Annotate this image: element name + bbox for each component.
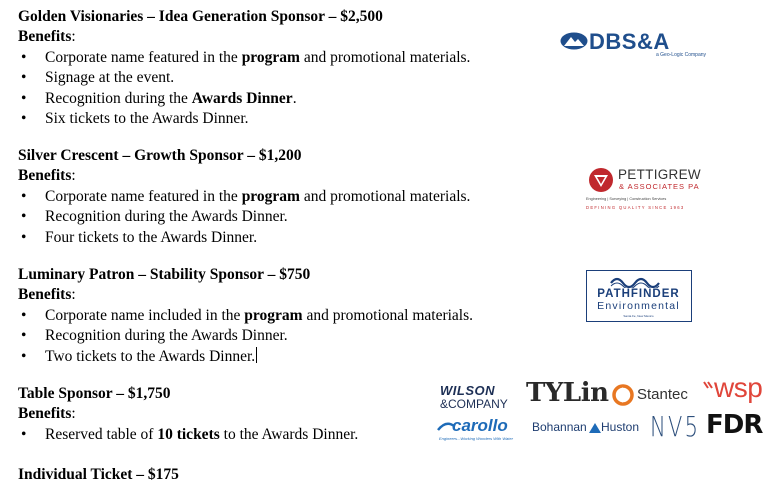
list-item: • Six tickets to the Awards Dinner. bbox=[18, 109, 470, 129]
wave-icon bbox=[609, 274, 669, 288]
pettigrew-logo: PETTIGREW & ASSOCIATES PA Engineering | Surveying | Construction Services DEFINING QUALITY SINCE 1963 bbox=[586, 167, 701, 210]
list-item: • Corporate name featured in the program and promotional materials. bbox=[18, 48, 470, 68]
tier-golden bbox=[18, 7, 470, 129]
nv5-logo: NV5 bbox=[650, 410, 701, 443]
list-item: • Four tickets to the Awards Dinner. bbox=[18, 228, 470, 248]
tier-title: Table Sponsor – $1,750 bbox=[18, 385, 171, 402]
tier-table bbox=[18, 384, 358, 445]
list-item: • Signage at the event. bbox=[18, 68, 470, 88]
text-cursor bbox=[256, 347, 257, 363]
wsp-logo: wsp bbox=[702, 378, 758, 408]
carollo-logo: carollo Engineers...Working Wonders With Water bbox=[439, 416, 513, 441]
individual-ticket: Individual Ticket – $175 bbox=[18, 466, 179, 483]
list-item: • Corporate name included in the program and promotional materials. bbox=[18, 306, 473, 326]
list-item: • Corporate name featured in the program and promotional materials. bbox=[18, 187, 470, 207]
benefits-label: Benefits: bbox=[18, 286, 76, 304]
benefits-list bbox=[18, 187, 470, 248]
hdr-logo: FDR bbox=[706, 410, 763, 440]
stantec-logo: Stantec bbox=[612, 384, 704, 408]
mountain-icon bbox=[560, 32, 588, 50]
benefits-list bbox=[18, 306, 473, 367]
benefits-label: Benefits: bbox=[18, 405, 76, 423]
list-item: • Two tickets to the Awards Dinner. bbox=[18, 347, 473, 367]
list-item: • Recognition during the Awards Dinner. bbox=[18, 326, 473, 346]
pettigrew-shield-icon bbox=[588, 167, 614, 193]
dbsa-logo: DBS&A a Geo-Logic Company bbox=[560, 30, 700, 60]
tier-title: Silver Crescent – Growth Sponsor – $1,200 bbox=[18, 147, 302, 164]
tylin-logo: TYLin bbox=[526, 378, 609, 408]
benefits-label: Benefits: bbox=[18, 167, 76, 185]
list-item: • Reserved table of 10 tickets to the Awards Dinner. bbox=[18, 425, 358, 445]
bohannan-huston-logo: Bohannan Huston bbox=[532, 420, 640, 434]
wilson-company-logo: WILSON &COMPANY bbox=[440, 383, 508, 411]
tier-luminary bbox=[18, 265, 473, 367]
triangle-icon bbox=[589, 423, 601, 433]
tier-title: Golden Visionaries – Idea Generation Sponsor – $2,500 bbox=[18, 8, 383, 25]
stantec-swirl-icon bbox=[612, 384, 634, 406]
list-item: • Recognition during the Awards Dinner. bbox=[18, 89, 470, 109]
tier-silver bbox=[18, 146, 470, 248]
pathfinder-logo: PATHFINDER Environmental Santa Fe, New Mexico bbox=[586, 270, 692, 322]
benefits-list bbox=[18, 48, 470, 130]
benefits-label: Benefits: bbox=[18, 28, 76, 46]
benefits-list bbox=[18, 425, 358, 445]
list-item: • Recognition during the Awards Dinner. bbox=[18, 207, 470, 227]
tier-title: Luminary Patron – Stability Sponsor – $750 bbox=[18, 266, 311, 283]
